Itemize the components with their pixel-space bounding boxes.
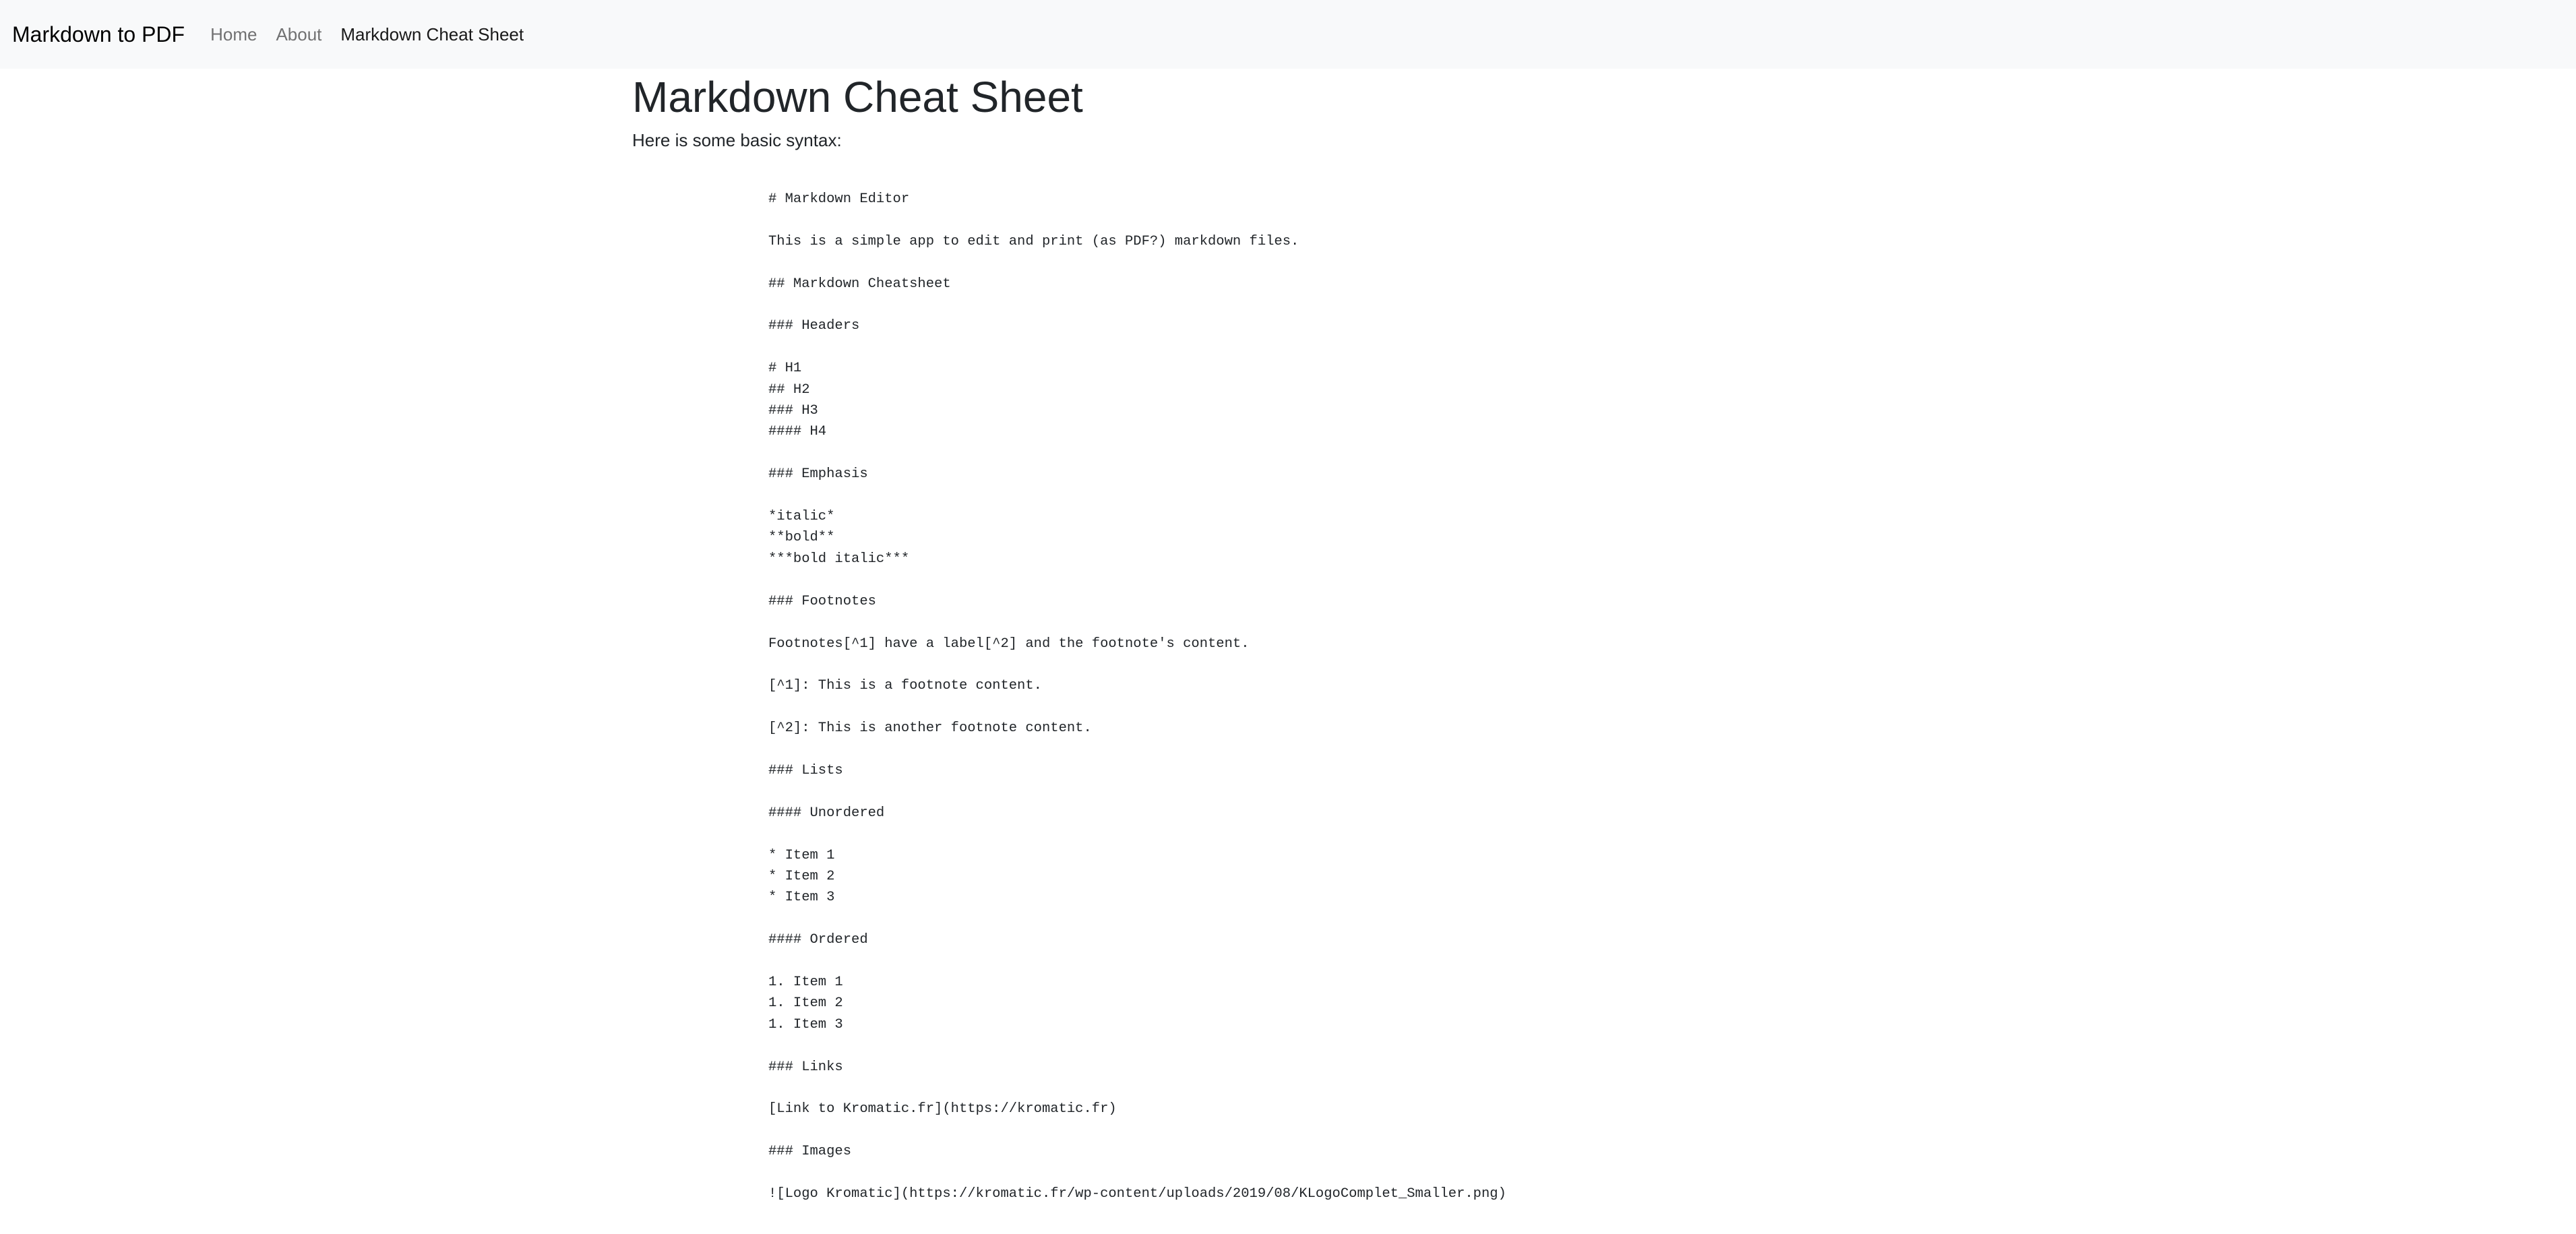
brand-link[interactable]: Markdown to PDF <box>12 22 185 47</box>
intro-text: Here is some basic syntax: <box>632 129 842 150</box>
main-content <box>632 69 1946 1204</box>
nav-link-home[interactable]: Home <box>210 24 257 44</box>
page-title: Markdown Cheat Sheet <box>632 73 1083 121</box>
nav-link-markdown-cheat-sheet[interactable]: Markdown Cheat Sheet <box>340 24 524 44</box>
nav-link-about[interactable]: About <box>276 24 322 44</box>
navbar <box>0 0 2576 69</box>
markdown-code-block: # Markdown Editor This is a simple app to edit and print (as PDF?) markdown files. ## Markdown Cheatsheet ### Headers # H1 ## H2 ### H3 #### H4 ### Emphasis *italic* **bold** ***bold italic*** ### Footnotes Footnotes[^1] have a label[^2] and the footnote's content. [^1]: This is a footnote content. [^2]: This is another footnote content. ### Lists #### Unordered * Item 1 * Item 2 * Item 3 #### Ordered 1. Item 1 1. Item 2 1. Item 3 ### Links [Link to Kromatic.fr](https://kromatic.fr) ### Images ![Logo Kromatic](https://kromatic.fr/wp-content/uploads/2019/08/KLogoComplet_Smaller.png) <box>768 191 1506 1202</box>
